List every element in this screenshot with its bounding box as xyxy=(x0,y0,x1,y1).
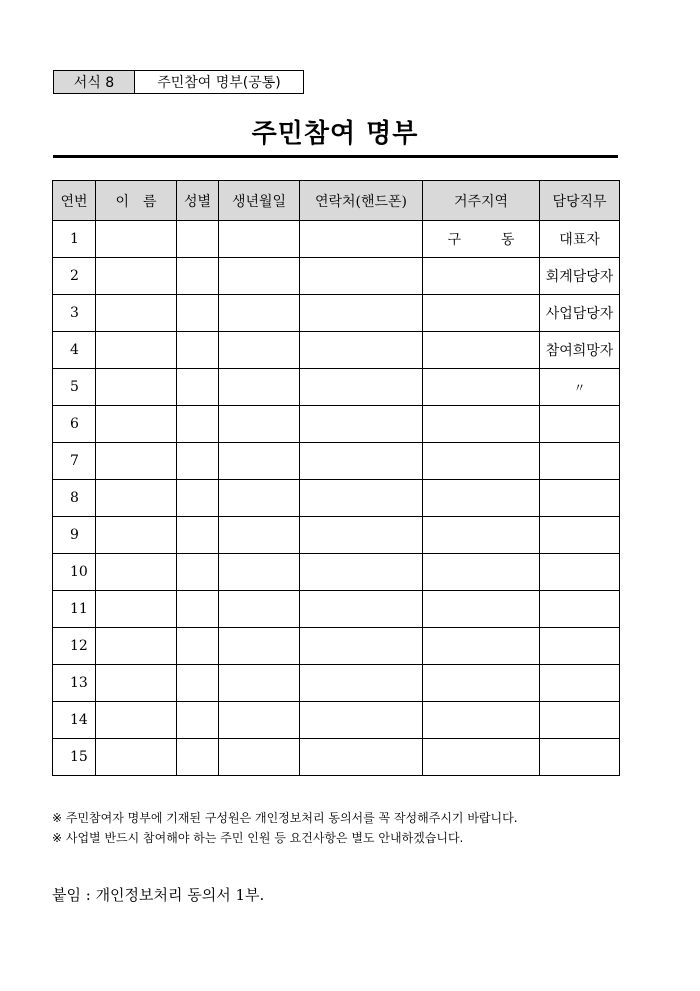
region-cell[interactable] xyxy=(423,480,540,517)
participant-roster-table xyxy=(52,180,620,776)
row-no: 4 xyxy=(53,332,96,369)
table-row xyxy=(53,221,620,258)
table-row xyxy=(53,480,620,517)
gender-cell[interactable] xyxy=(177,480,219,517)
birthdate-cell[interactable] xyxy=(219,369,300,406)
header-region: 거주지역 xyxy=(423,181,540,221)
gender-cell[interactable] xyxy=(177,295,219,332)
birthdate-cell[interactable] xyxy=(219,628,300,665)
row-no: 5 xyxy=(53,369,96,406)
name-cell[interactable] xyxy=(96,443,177,480)
name-cell[interactable] xyxy=(96,665,177,702)
birthdate-cell[interactable] xyxy=(219,591,300,628)
header-birthdate: 생년월일 xyxy=(219,181,300,221)
name-cell[interactable] xyxy=(96,406,177,443)
form-label xyxy=(53,70,304,94)
page-title: 주민참여 명부 xyxy=(251,119,419,149)
duty-cell[interactable] xyxy=(540,406,620,443)
table-row xyxy=(53,258,620,295)
name-cell[interactable] xyxy=(96,332,177,369)
duty-cell[interactable] xyxy=(540,554,620,591)
gender-cell[interactable] xyxy=(177,406,219,443)
region-cell[interactable] xyxy=(423,628,540,665)
region-cell[interactable] xyxy=(423,554,540,591)
phone-cell[interactable] xyxy=(300,221,423,258)
duty-cell: 참여희망자 xyxy=(540,332,620,369)
birthdate-cell[interactable] xyxy=(219,221,300,258)
table-row xyxy=(53,739,620,776)
birthdate-cell[interactable] xyxy=(219,406,300,443)
phone-cell[interactable] xyxy=(300,554,423,591)
birthdate-cell[interactable] xyxy=(219,702,300,739)
name-cell[interactable] xyxy=(96,295,177,332)
row-no: 15 xyxy=(53,739,96,776)
table-row xyxy=(53,591,620,628)
birthdate-cell[interactable] xyxy=(219,665,300,702)
phone-cell[interactable] xyxy=(300,295,423,332)
gender-cell[interactable] xyxy=(177,739,219,776)
phone-cell[interactable] xyxy=(300,702,423,739)
table-row xyxy=(53,628,620,665)
duty-cell: 대표자 xyxy=(540,221,620,258)
phone-cell[interactable] xyxy=(300,517,423,554)
header-phone: 연락처(핸드폰) xyxy=(300,181,423,221)
gender-cell[interactable] xyxy=(177,332,219,369)
phone-cell[interactable] xyxy=(300,406,423,443)
birthdate-cell[interactable] xyxy=(219,295,300,332)
gender-cell[interactable] xyxy=(177,221,219,258)
duty-cell[interactable] xyxy=(540,702,620,739)
phone-cell[interactable] xyxy=(300,332,423,369)
duty-cell: 〃 xyxy=(540,369,620,406)
note-requirements: ※ 사업별 반드시 참여해야 하는 주민 인원 등 요건사항은 별도 안내하겠습니다. xyxy=(52,831,464,845)
region-cell[interactable] xyxy=(423,332,540,369)
name-cell[interactable] xyxy=(96,554,177,591)
birthdate-cell[interactable] xyxy=(219,443,300,480)
attachment-line: 붙임 : 개인정보처리 동의서 1부. xyxy=(52,886,265,904)
phone-cell[interactable] xyxy=(300,665,423,702)
region-cell[interactable] xyxy=(423,517,540,554)
region-cell[interactable] xyxy=(423,406,540,443)
phone-cell[interactable] xyxy=(300,480,423,517)
gender-cell[interactable] xyxy=(177,591,219,628)
header-name: 이 름 xyxy=(96,181,177,221)
region-cell[interactable] xyxy=(423,443,540,480)
row-no: 9 xyxy=(53,517,96,554)
table-header-row xyxy=(53,181,620,221)
birthdate-cell[interactable] xyxy=(219,517,300,554)
notes xyxy=(52,808,518,848)
region-gu: 구 xyxy=(447,232,461,248)
form-number: 서식 8 xyxy=(54,71,135,93)
name-cell[interactable] xyxy=(96,739,177,776)
row-no: 1 xyxy=(53,221,96,258)
table-row xyxy=(53,665,620,702)
header-duty: 담당직무 xyxy=(540,181,620,221)
birthdate-cell[interactable] xyxy=(219,480,300,517)
name-cell[interactable] xyxy=(96,480,177,517)
gender-cell[interactable] xyxy=(177,369,219,406)
duty-cell[interactable] xyxy=(540,480,620,517)
duty-cell[interactable] xyxy=(540,739,620,776)
birthdate-cell[interactable] xyxy=(219,739,300,776)
gender-cell[interactable] xyxy=(177,443,219,480)
table-row xyxy=(53,369,620,406)
duty-cell[interactable] xyxy=(540,443,620,480)
name-cell[interactable] xyxy=(96,628,177,665)
table-row xyxy=(53,332,620,369)
gender-cell[interactable] xyxy=(177,628,219,665)
phone-cell[interactable] xyxy=(300,739,423,776)
birthdate-cell[interactable] xyxy=(219,258,300,295)
row-no: 6 xyxy=(53,406,96,443)
form-name: 주민참여 명부(공통) xyxy=(157,75,281,91)
gender-cell[interactable] xyxy=(177,554,219,591)
gender-cell[interactable] xyxy=(177,517,219,554)
row-no: 14 xyxy=(53,702,96,739)
region-dong: 동 xyxy=(501,232,515,248)
table-row xyxy=(53,554,620,591)
name-cell[interactable] xyxy=(96,221,177,258)
note-consent: ※ 주민참여자 명부에 기재된 구성원은 개인정보처리 동의서를 꼭 작성해주시기 바랍니다. xyxy=(52,811,518,825)
table-row xyxy=(53,517,620,554)
duty-cell[interactable] xyxy=(540,665,620,702)
header-gender: 성별 xyxy=(177,181,219,221)
table-row xyxy=(53,406,620,443)
row-no: 12 xyxy=(53,628,96,665)
region-cell[interactable] xyxy=(423,702,540,739)
name-cell[interactable] xyxy=(96,702,177,739)
title-underline xyxy=(53,155,618,158)
row-no: 10 xyxy=(53,554,96,591)
header-no: 연번 xyxy=(53,181,96,221)
gender-cell[interactable] xyxy=(177,258,219,295)
region-cell[interactable] xyxy=(423,295,540,332)
row-no: 13 xyxy=(53,665,96,702)
phone-cell[interactable] xyxy=(300,443,423,480)
birthdate-cell[interactable] xyxy=(219,554,300,591)
birthdate-cell[interactable] xyxy=(219,332,300,369)
region-cell[interactable] xyxy=(423,369,540,406)
region-cell[interactable] xyxy=(423,221,540,258)
name-cell[interactable] xyxy=(96,258,177,295)
row-no: 2 xyxy=(53,258,96,295)
name-cell[interactable] xyxy=(96,517,177,554)
phone-cell[interactable] xyxy=(300,258,423,295)
gender-cell[interactable] xyxy=(177,665,219,702)
duty-cell[interactable] xyxy=(540,628,620,665)
gender-cell[interactable] xyxy=(177,702,219,739)
region-cell[interactable] xyxy=(423,665,540,702)
duty-cell[interactable] xyxy=(540,591,620,628)
row-no: 7 xyxy=(53,443,96,480)
phone-cell[interactable] xyxy=(300,369,423,406)
name-cell[interactable] xyxy=(96,369,177,406)
name-cell[interactable] xyxy=(96,591,177,628)
row-no: 3 xyxy=(53,295,96,332)
phone-cell[interactable] xyxy=(300,591,423,628)
region-cell[interactable] xyxy=(423,591,540,628)
region-cell[interactable] xyxy=(423,739,540,776)
region-cell[interactable] xyxy=(423,258,540,295)
table-row xyxy=(53,702,620,739)
table-row xyxy=(53,295,620,332)
table-row xyxy=(53,443,620,480)
duty-cell: 사업담당자 xyxy=(540,295,620,332)
phone-cell[interactable] xyxy=(300,628,423,665)
duty-cell[interactable] xyxy=(540,517,620,554)
duty-cell: 회계담당자 xyxy=(540,258,620,295)
row-no: 8 xyxy=(53,480,96,517)
row-no: 11 xyxy=(53,591,96,628)
